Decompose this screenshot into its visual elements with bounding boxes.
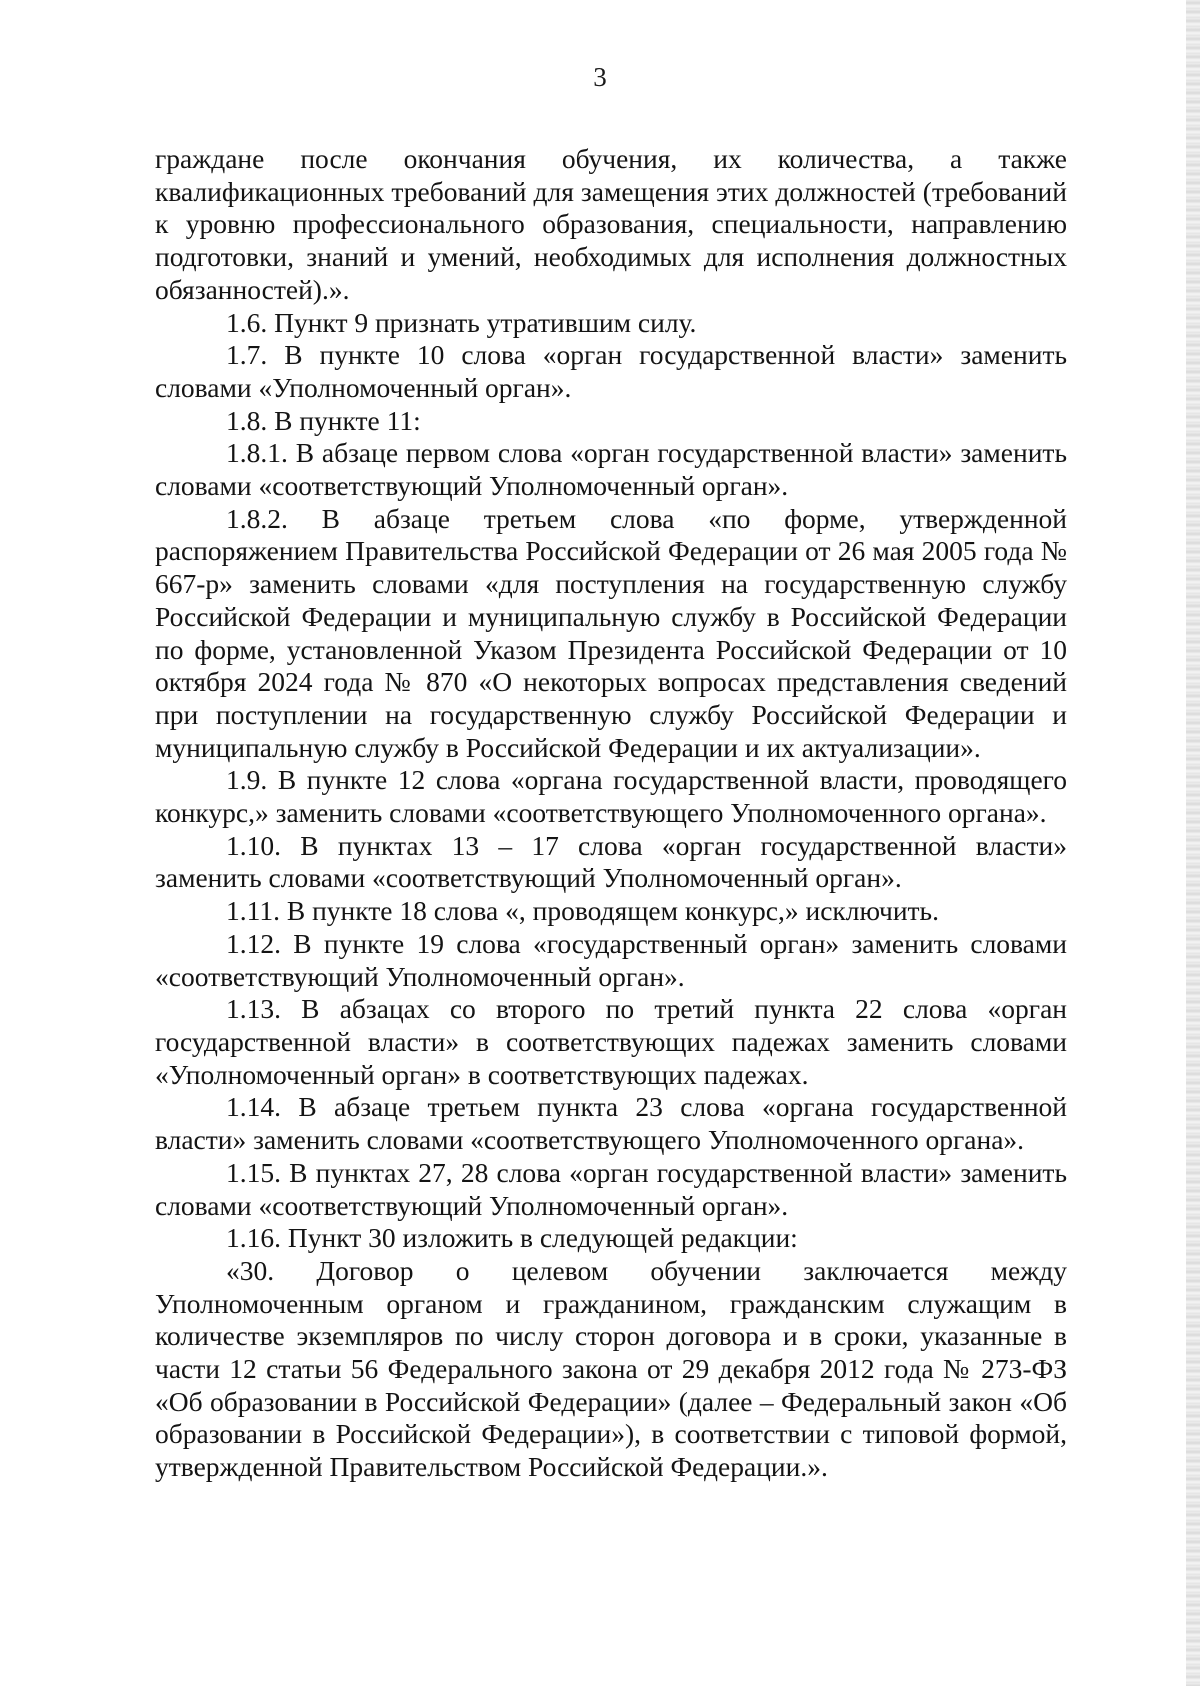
paragraph-1-8-2: 1.8.2. В абзаце третьем слова «по форме, утвержденной распоряжением Правительства Российской Федерации от 26 мая 2005 года № 667-р» заменить словами «для поступления на государственную службу Российской Федерации и муниципальную службу в Российской Федерации по форме, установленной Указом Президента Российской Федерации от 10 октября 2024 года № 870 «О некоторых вопросах представления сведений при поступлении на государственную службу Российской Федерации и муниципальную службу в Российской Федерации и их актуализации». <box>155 502 1067 763</box>
paragraph-1-8: 1.8. В пункте 11: <box>226 404 421 436</box>
paragraph-1-11: 1.11. В пункте 18 слова «, проводящем конкурс,» исключить. <box>226 895 939 927</box>
scan-edge-artifact <box>1186 0 1200 1686</box>
document-body <box>155 143 1067 1484</box>
paragraph-1-16: 1.16. Пункт 30 изложить в следующей редакции: <box>226 1222 798 1254</box>
paragraph-1-10: 1.10. В пунктах 13 – 17 слова «орган государственной власти» заменить словами «соответствующий Уполномоченный орган». <box>155 829 1067 894</box>
paragraph-1-8-1: 1.8.1. В абзаце первом слова «орган государственной власти» заменить словами «соответствующий Уполномоченный орган». <box>155 437 1067 502</box>
paragraph-1-9: 1.9. В пункте 12 слова «органа государственной власти, проводящего конкурс,» заменить словами «соответствующего Уполномоченного органа». <box>155 764 1067 829</box>
paragraph-1-12: 1.12. В пункте 19 слова «государственный орган» заменить словами «соответствующий Уполномоченный орган». <box>155 927 1067 992</box>
paragraph-1-7: 1.7. В пункте 10 слова «орган государственной власти» заменить словами «Уполномоченный орган». <box>155 339 1067 403</box>
paragraph-1-14: 1.14. В абзаце третьем пункта 23 слова «органа государственной власти» заменить словами «соответствующего Уполномоченного органа». <box>155 1091 1067 1156</box>
paragraph-continuation: граждане после окончания обучения, их количества, а также квалификационных требований для замещения этих должностей (требований к уровню профессионального образования, специальности, направлению подготовки, знаний и умений, необходимых для исполнения должностных обязанностей).». <box>155 143 1067 305</box>
paragraph-1-6: 1.6. Пункт 9 признать утратившим силу. <box>226 306 697 338</box>
paragraph-1-15: 1.15. В пунктах 27, 28 слова «орган государственной власти» заменить словами «соответствующий Уполномоченный орган». <box>155 1156 1067 1221</box>
paragraph-item-30: «30. Договор о целевом обучении заключается между Уполномоченным органом и гражданином, гражданским служащим в количестве экземпляров по числу сторон договора и в сроки, указанные в части 12 статьи 56 Федерального закона от 29 декабря 2012 года № 273-ФЗ «Об образовании в Российской Федерации» (далее – Федеральный закон «Об образовании в Российской Федерации»), в соответствии с типовой формой, утвержденной Правительством Российской Федерации.». <box>155 1254 1067 1483</box>
page-number: 3 <box>593 62 607 92</box>
paragraph-1-13: 1.13. В абзацах со второго по третий пункта 22 слова «орган государственной власти» в соответствующих падежах заменить словами «Уполномоченный орган» в соответствующих падежах. <box>155 993 1067 1090</box>
